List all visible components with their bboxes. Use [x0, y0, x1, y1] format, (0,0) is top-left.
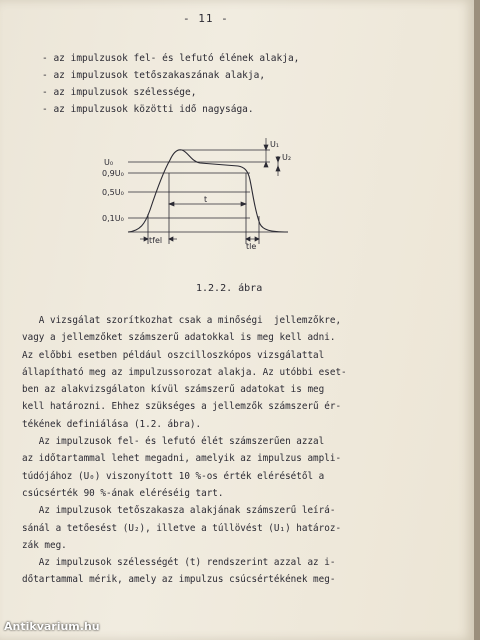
- text-line: dőtartammal mérik, amely az impulzus csúcsértékének meg-: [22, 574, 336, 586]
- watermark: Antikvarium.hu: [4, 620, 100, 633]
- bullet-list: [42, 50, 299, 118]
- bullet-item: - az impulzusok fel- és lefutó élének alakja,: [42, 53, 300, 64]
- page-number: - 11 -: [183, 12, 229, 25]
- figure-caption: 1.2.2. ábra: [196, 283, 263, 294]
- text-line: ben az alakvizsgálaton kívül számszerű adatokat is meg: [22, 384, 325, 396]
- fall-time-label: tle: [246, 242, 257, 251]
- bullet-item: - az impulzusok közötti idő nagysága.: [42, 104, 254, 115]
- text-line: Az impulzusok tetőszakasza alakjának számszerű leírá-: [22, 505, 336, 517]
- text-line: Az impulzusok fel- és lefutó élét számszerűen azzal: [22, 436, 325, 448]
- text-line: csúcsérték 90 %-ának eléréséig tart.: [22, 487, 224, 499]
- pulse-diagram: [100, 132, 300, 252]
- level-label-09u0: 0,9U₀: [102, 169, 124, 178]
- bullet-item: - az impulzusok szélessége,: [42, 87, 197, 98]
- text-line: sánál a tetőesést (U₂), illetve a túllövést (U₁) határoz-: [22, 522, 342, 534]
- text-line: tékének definiálása (1.2. ábra).: [22, 418, 202, 430]
- u1-label: U₁: [270, 140, 280, 149]
- rise-time-label: tfel: [149, 236, 163, 245]
- bullet-item: - az impulzusok tetőszakaszának alakja,: [42, 70, 266, 81]
- text-line: A vizsgálat szorítkozhat csak a minőségi jellemzőkre,: [22, 315, 342, 326]
- level-label-u0: U₀: [104, 158, 114, 167]
- text-line: vagy a jellemzőket számszerű adatokkal is meg kell adni.: [22, 332, 336, 344]
- text-line: túdójához (U₀) viszonyított 10 %-os érték elérésétől a: [22, 470, 325, 482]
- body-text: [22, 312, 462, 589]
- text-line: zák meg.: [22, 539, 67, 551]
- text-line: Az impulzusok szélességét (t) rendszerint azzal az i-: [22, 557, 336, 569]
- level-label-05u0: 0,5U₀: [102, 188, 124, 197]
- text-line: az időtartammal lehet megadni, amelyik az impulzus ampli-: [22, 453, 342, 465]
- width-label: t: [204, 195, 208, 204]
- level-label-01u0: 0,1U₀: [102, 214, 124, 223]
- text-line: kell határozni. Ehhez szükséges a jellemzők számszerű ér-: [22, 401, 342, 413]
- u2-label: U₂: [282, 153, 292, 162]
- text-line: állapítható meg az impulzussorozat alakja. Az utóbbi eset-: [22, 366, 347, 378]
- page-edge: [474, 0, 480, 640]
- text-line: Az előbbi esetben például oszcilloszkópos vizsgálattal: [22, 349, 325, 361]
